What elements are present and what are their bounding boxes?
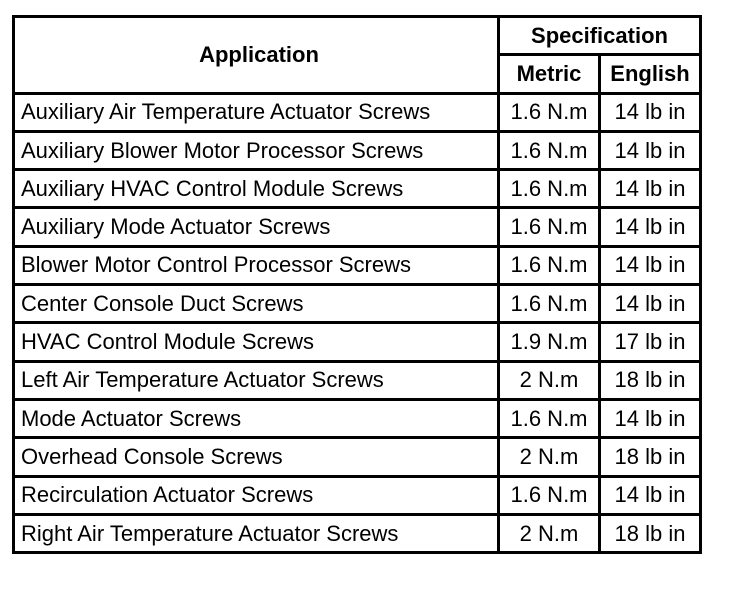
metric-cell: 1.6 N.m bbox=[499, 285, 600, 323]
english-cell: 18 lb in bbox=[600, 361, 701, 399]
english-header: English bbox=[600, 55, 701, 93]
english-cell: 17 lb in bbox=[600, 323, 701, 361]
application-cell: Auxiliary Mode Actuator Screws bbox=[14, 208, 499, 246]
table-row bbox=[14, 208, 701, 246]
table-header bbox=[14, 17, 701, 94]
application-cell: Mode Actuator Screws bbox=[14, 399, 499, 437]
application-cell: Auxiliary Air Temperature Actuator Screws bbox=[14, 93, 499, 131]
metric-cell: 2 N.m bbox=[499, 438, 600, 476]
english-cell: 18 lb in bbox=[600, 514, 701, 552]
table-row bbox=[14, 170, 701, 208]
table-row bbox=[14, 323, 701, 361]
table-body bbox=[14, 93, 701, 553]
english-cell: 14 lb in bbox=[600, 246, 701, 284]
metric-cell: 2 N.m bbox=[499, 361, 600, 399]
metric-cell: 1.6 N.m bbox=[499, 170, 600, 208]
english-cell: 14 lb in bbox=[600, 399, 701, 437]
specification-header: Specification bbox=[499, 17, 701, 55]
table-row bbox=[14, 438, 701, 476]
application-cell: Center Console Duct Screws bbox=[14, 285, 499, 323]
english-cell: 14 lb in bbox=[600, 285, 701, 323]
table-row bbox=[14, 476, 701, 514]
application-cell: Blower Motor Control Processor Screws bbox=[14, 246, 499, 284]
metric-cell: 1.6 N.m bbox=[499, 476, 600, 514]
table-row bbox=[14, 246, 701, 284]
table-row bbox=[14, 93, 701, 131]
header-row-top bbox=[14, 17, 701, 55]
metric-cell: 1.6 N.m bbox=[499, 131, 600, 169]
specification-table bbox=[12, 15, 702, 554]
metric-cell: 2 N.m bbox=[499, 514, 600, 552]
english-cell: 14 lb in bbox=[600, 170, 701, 208]
english-cell: 14 lb in bbox=[600, 93, 701, 131]
english-cell: 14 lb in bbox=[600, 208, 701, 246]
application-header: Application bbox=[14, 17, 499, 94]
application-cell: Overhead Console Screws bbox=[14, 438, 499, 476]
table-row bbox=[14, 131, 701, 169]
metric-cell: 1.9 N.m bbox=[499, 323, 600, 361]
application-cell: Auxiliary HVAC Control Module Screws bbox=[14, 170, 499, 208]
english-cell: 14 lb in bbox=[600, 131, 701, 169]
metric-cell: 1.6 N.m bbox=[499, 399, 600, 437]
application-cell: Recirculation Actuator Screws bbox=[14, 476, 499, 514]
metric-cell: 1.6 N.m bbox=[499, 208, 600, 246]
application-cell: Auxiliary Blower Motor Processor Screws bbox=[14, 131, 499, 169]
application-cell: HVAC Control Module Screws bbox=[14, 323, 499, 361]
table-row bbox=[14, 399, 701, 437]
english-cell: 14 lb in bbox=[600, 476, 701, 514]
table-row bbox=[14, 361, 701, 399]
metric-cell: 1.6 N.m bbox=[499, 246, 600, 284]
table-row bbox=[14, 285, 701, 323]
metric-cell: 1.6 N.m bbox=[499, 93, 600, 131]
application-cell: Left Air Temperature Actuator Screws bbox=[14, 361, 499, 399]
application-cell: Right Air Temperature Actuator Screws bbox=[14, 514, 499, 552]
table-row bbox=[14, 514, 701, 552]
metric-header: Metric bbox=[499, 55, 600, 93]
english-cell: 18 lb in bbox=[600, 438, 701, 476]
